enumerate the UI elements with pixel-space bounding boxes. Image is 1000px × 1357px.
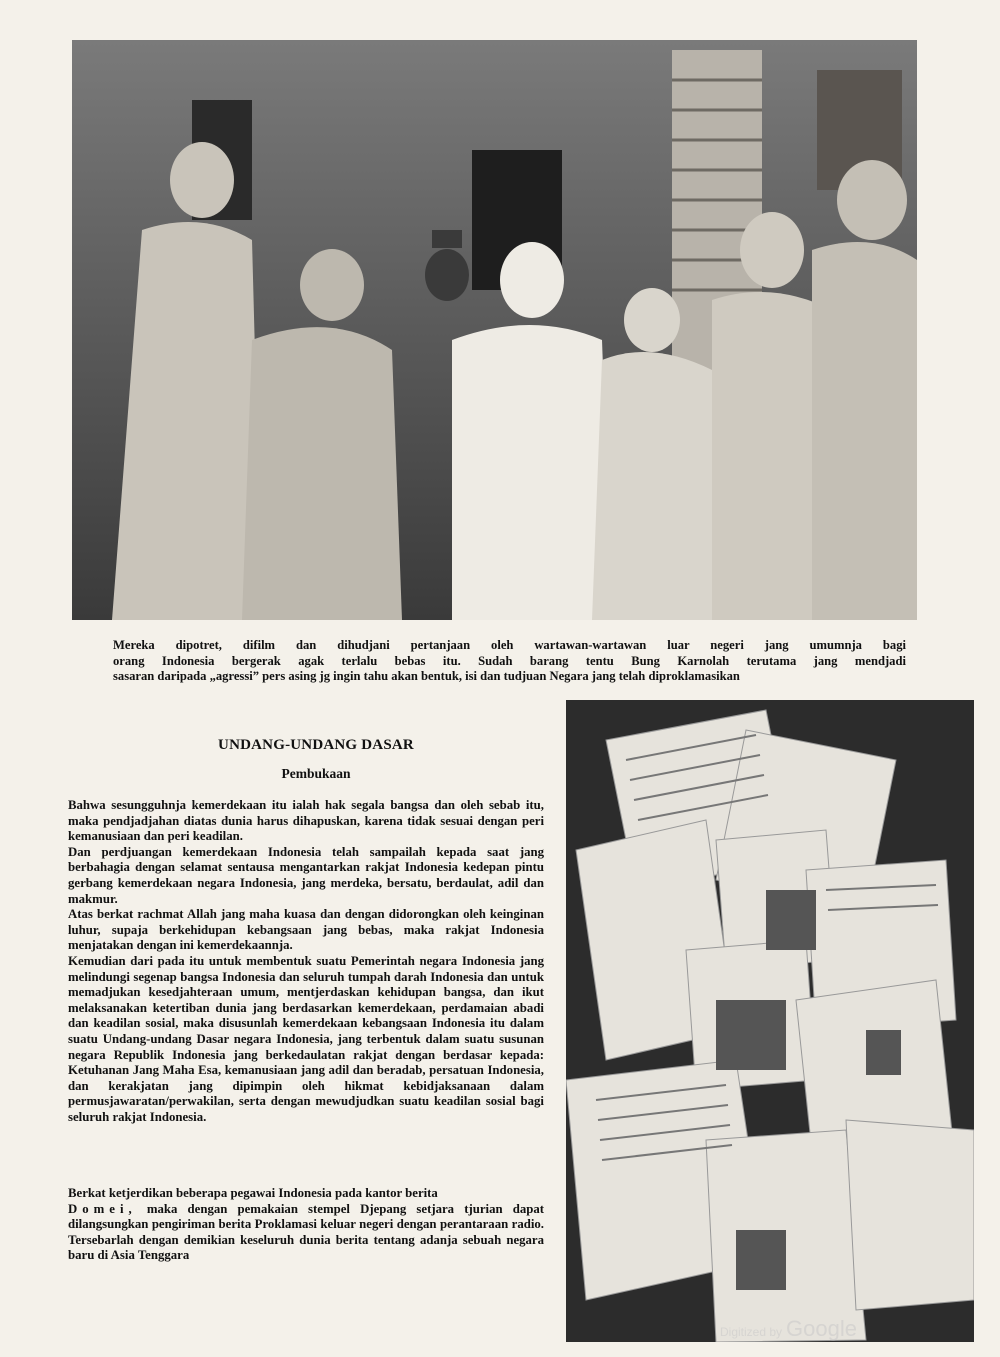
press-conference-photo — [72, 40, 917, 620]
scattered-documents-illustration — [566, 700, 974, 1342]
constitution-article — [68, 737, 544, 1125]
article-paragraph: Kemudian dari pada itu untuk membentuk suatu Pemerintah negara Indonesia jang melindungi segenap bangsa Indonesia dan seluruh tumpah darah Indonesia dan untuk memadjukan kesedjahteraan umum, mentjerdaskan kehidupan bangsa, dan ikut melaksanakan ketertiban dunia jang berdasarkan kemerdekaan, perdamaian abadi dan keadilan sosial, maka disusunlah kemerdekaan kebangsaan Indonesia itu dalam suatu Undang-undang Dasar negara Indonesia, jang terbentuk dalam suatu susunan negara Republik Indonesia jang berkedaulatan rakjat dengan berdasar kepada: Ketuhanan Jang Maha Esa, kemanusiaan jang adil dan beradab, persatuan Indonesia, dan kerakjatan jang dipimpin oleh hikmat kebidjaksanaan dalam permusjawaratan/perwakilan, serta dengan mewudjudkan suatu keadilan sosial bagi seluruh rakjat Indonesia. — [68, 953, 544, 1124]
note-part-1: Berkat ketjerdikan beberapa pegawai Indonesia pada kantor berita — [68, 1186, 438, 1200]
article-paragraph: Atas berkat rachmat Allah jang maha kuasa dan dengan didorongkan oleh keinginan luhur, supaja berkehidupan kebangsaan jang bebas, maka rakjat Indonesia menjatakan dengan ini kemerdekaannja. — [68, 907, 544, 953]
note-domei: Domei, — [68, 1201, 137, 1216]
press-photo-illustration — [72, 40, 917, 620]
article-paragraph: Dan perdjuangan kemerdekaan Indonesia telah sampailah kepada saat jang berbahagia dengan selamat sentausa mengantarkan rakjat Indonesia kedepan pintu gerbang kemerdekaan negara Indonesia, jang merdeka, bersatu, berdaulat, adil dan makmur. — [68, 844, 544, 906]
article-heading: UNDANG-UNDANG DASAR — [218, 737, 414, 753]
caption-line-2: orang Indonesia bergerak agak terlalu bebas itu. Sudah barang tentu Bung Karnolah terutama jang mendjadi — [113, 653, 906, 668]
photo-caption — [113, 638, 906, 685]
watermark-brand: Google — [786, 1316, 857, 1341]
note-paragraph — [68, 1186, 544, 1264]
google-watermark — [720, 1316, 857, 1342]
article-body — [68, 798, 544, 1125]
documents-photo — [566, 700, 974, 1342]
caption-line-3: sasaran daripada „agressi” pers asing jg ingin tahu akan bentuk, isi dan tudjuan Negara jang telah diproklamasikan — [113, 669, 740, 683]
caption-line-1: Mereka dipotret, difilm dan dihudjani pertanjaan oleh wartawan-wartawan luar negeri jang umumnja bagi — [113, 638, 906, 652]
domei-note — [68, 1186, 544, 1264]
article-paragraph: Bahwa sesungguhnja kemerdekaan itu ialah hak segala bangsa dan oleh sebab itu, maka pendjadjahan diatas dunia harus dihapuskan, karena tidak sesuai dengan peri kemanusiaan dan peri keadilan. — [68, 798, 544, 844]
watermark-prefix: Digitized by — [720, 1325, 783, 1339]
note-part-2: maka dengan pemakaian stempel Djepang setjara tjurian dapat dilangsungkan pengiriman berita Proklamasi keluar negeri dengan perantaraan radio. Tersebarlah dengan demikian keseluruh dunia berita tentang adanja sebuah negara baru di Asia Tenggara — [68, 1201, 544, 1263]
article-subheading: Pembukaan — [281, 766, 351, 781]
